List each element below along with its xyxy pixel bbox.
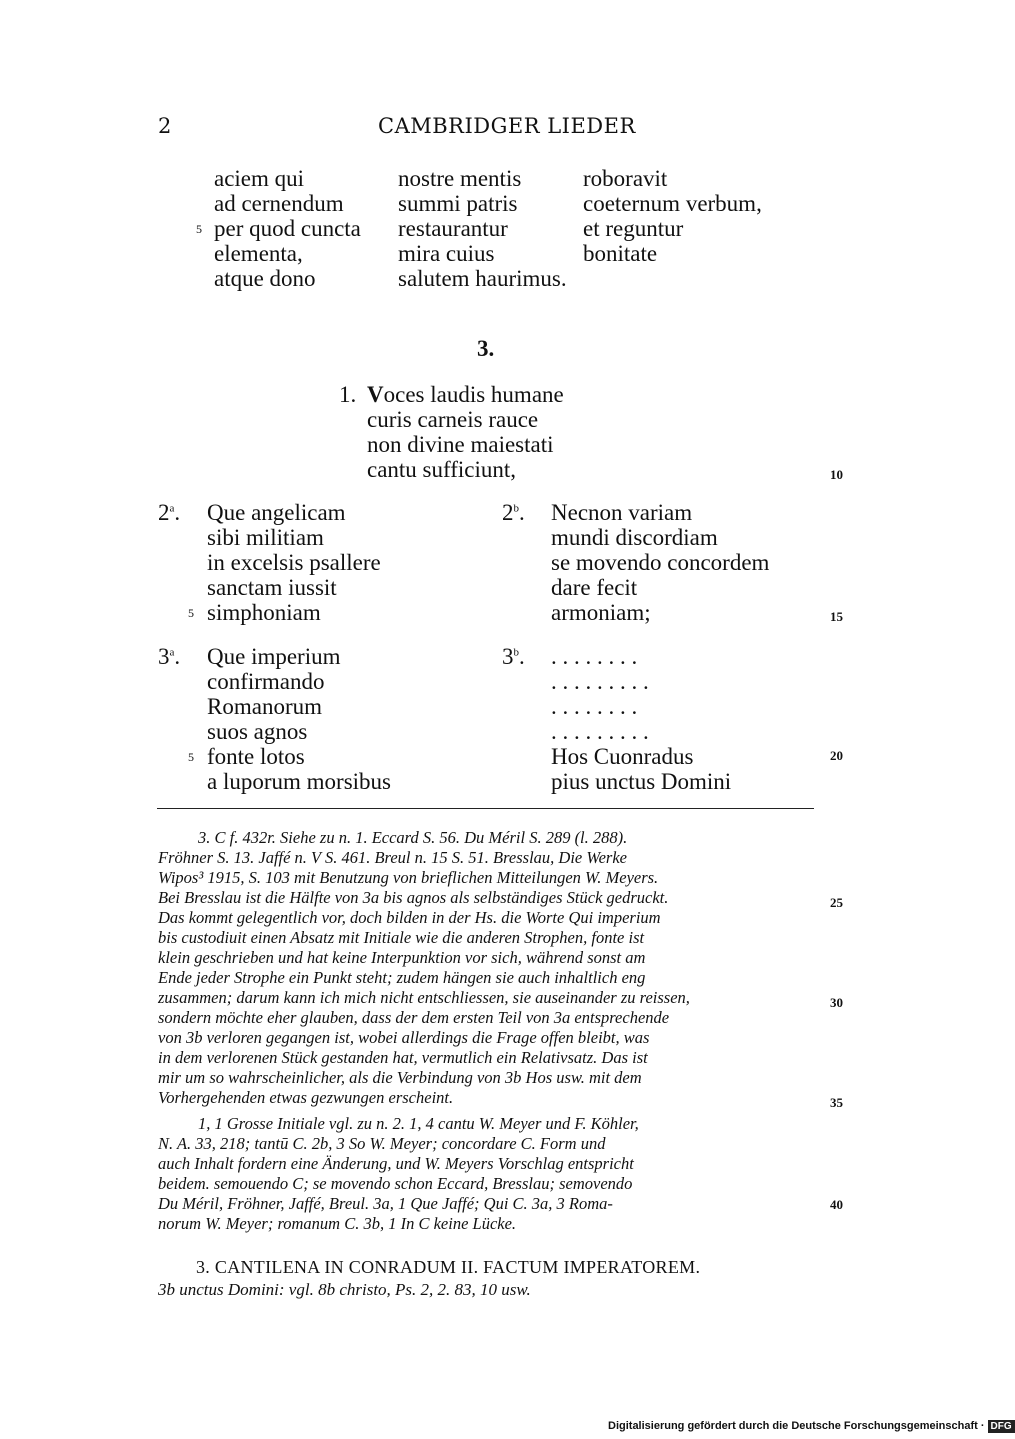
note-line: sondern möchte eher glauben, dass der dem ersten Teil von 3a entsprechende [158, 1008, 670, 1027]
note-line: mir um so wahrscheinlicher, als die Verbindung von 3b Hos usw. mit dem [158, 1068, 642, 1087]
verse-line: fonte lotos [207, 744, 305, 769]
apparatus-para-2 [158, 1114, 818, 1234]
verse-line: aciem qui [214, 166, 305, 191]
note-line: 1, 1 Grosse Initiale vgl. zu n. 2. 1, 4 cantu W. Meyer und F. Köhler, [198, 1114, 639, 1133]
note-line: beidem. semouendo C; se movendo schon Eccard, Bresslau; semovendo [158, 1174, 633, 1193]
stanza-label-1: 1. [339, 382, 357, 407]
running-title: CAMBRIDGER LIEDER [378, 114, 636, 138]
stanza-3b [551, 644, 731, 794]
verse-line: per quod cuncta [214, 216, 361, 241]
digitization-credit [608, 1420, 1015, 1433]
verse-line: sibi militiam [207, 525, 324, 550]
verse-line: restaurantur [398, 216, 508, 241]
note-line: Bei Bresslau ist die Hälfte von 3a bis agnos als selbständiges Stück gedruckt. [158, 888, 669, 907]
note-line: norum W. Meyer; romanum C. 3b, 1 In C keine Lücke. [158, 1214, 517, 1233]
verse-line: cantu sufficiunt, [367, 457, 517, 482]
verse-line: pius unctus Domini [551, 769, 732, 794]
note-line: bis custodiuit einen Absatz mit Initiale wie die anderen Strophen, fonte ist [158, 928, 645, 947]
stanza-3a [207, 644, 391, 794]
verse-line: atque dono [214, 266, 316, 291]
line-label: 5 [188, 606, 194, 620]
note-line: in dem verlorenen Stück gestanden hat, vermutlich ein Relativsatz. Das ist [158, 1048, 648, 1067]
verse-line: simphoniam [207, 600, 321, 625]
verse-line: Romanorum [207, 694, 322, 719]
stanza-2b [551, 500, 769, 625]
stanza-label-3a: 3$^a$. [158, 644, 181, 669]
note-line: klein geschrieben und hat keine Interpunktion vor sich, während sonst am [158, 948, 646, 967]
stanza-label-2b: 2$^b$. [502, 500, 525, 525]
verse-line: roboravit [583, 166, 668, 191]
note-line: von 3b verloren gegangen ist, wobei allerdings die Frage offen bleibt, was [158, 1028, 650, 1047]
note-line: Das kommt gelegentlich vor, doch bilden in der Hs. die Worte Qui imperium [158, 908, 661, 927]
lacuna-dots: . . . . . . . . . [551, 669, 649, 694]
verse-line: et reguntur [583, 216, 684, 241]
verse-line: confirmando [207, 669, 325, 694]
margin-line-number: 35 [830, 1095, 843, 1110]
poem2-col2 [398, 166, 567, 291]
stanza-2a [207, 500, 381, 625]
verse-line: mundi discordiam [551, 525, 718, 550]
margin-line-number: 25 [830, 895, 843, 910]
verse-line: elementa, [214, 241, 303, 266]
verse-line: Hos Cuonradus [551, 744, 694, 769]
stanza-label-2a: 2$^a$. [158, 500, 181, 525]
line-label: 5 [188, 750, 194, 764]
dfg-logo: DFG [988, 1420, 1015, 1433]
note-line: zusammen; darum kann ich mich nicht entschliessen, sie auseinander zu reissen, [158, 988, 690, 1007]
initial-letter: V [367, 382, 384, 407]
margin-line-number: 15 [830, 609, 843, 624]
verse-line: ad cernendum [214, 191, 344, 216]
verse-line: Voces laudis humane [367, 382, 564, 407]
verse-line: a luporum morsibus [207, 769, 391, 794]
note-line: Du Méril, Fröhner, Jaffé, Breul. 3a, 1 Que Jaffé; Qui C. 3a, 3 Roma- [158, 1194, 613, 1213]
poem2-col1 [214, 166, 361, 291]
margin-line-number: 30 [830, 995, 843, 1010]
poem-number: 3. [477, 336, 495, 361]
line-label: 5 [196, 222, 202, 236]
stanza-label-3b: 3$^b$. [502, 644, 525, 669]
margin-line-number: 20 [830, 748, 843, 763]
margin-line-number: 10 [830, 467, 843, 482]
note-line: auch Inhalt fordern eine Änderung, und W. Meyers Vorschlag entspricht [158, 1154, 634, 1173]
note-line: Vorhergehenden etwas gezwungen erscheint. [158, 1088, 454, 1107]
stanza-1 [367, 382, 564, 482]
verse-line: suos agnos [207, 719, 308, 744]
note-line: N. A. 33, 218; tantū C. 2b, 3 So W. Meyer; concordare C. Form und [158, 1134, 606, 1153]
page-number: 2 [158, 114, 172, 138]
note-line: Wipos³ 1915, S. 103 mit Benutzung von brieflichen Mitteilungen W. Meyers. [158, 868, 659, 887]
commentary-line: 3b unctus Domini: vgl. 8b christo, Ps. 2, 2. 83, 10 usw. [158, 1280, 531, 1299]
verse-line: coeternum verbum, [583, 191, 762, 216]
verse-line: Que angelicam [207, 500, 346, 525]
verse-line: Necnon variam [551, 500, 693, 525]
commentary-title: 3. CANTILENA IN CONRADUM II. FACTUM IMPERATOREM. [196, 1257, 701, 1277]
note-line: 3. C f. 432r. Siehe zu n. 1. Eccard S. 56. Du Méril S. 289 (l. 288). [198, 828, 628, 847]
verse-line: bonitate [583, 241, 658, 266]
lacuna-dots: . . . . . . . . . [551, 719, 649, 744]
margin-line-number: 40 [830, 1197, 843, 1212]
verse-line: dare fecit [551, 575, 638, 600]
verse-line: salutem haurimus. [398, 266, 567, 291]
verse-line: armoniam; [551, 600, 651, 625]
credit-text: Digitalisierung gefördert durch die Deutsche Forschungsgemeinschaft · [608, 1420, 985, 1432]
verse-line: nostre mentis [398, 166, 522, 191]
note-line: Fröhner S. 13. Jaffé n. V S. 461. Breul n. 15 S. 51. Bresslau, Die Werke [158, 848, 627, 867]
note-line: Ende jeder Strophe ein Punkt steht; zudem hängen sie auch inhaltlich eng [158, 968, 646, 987]
lacuna-dots: . . . . . . . . [551, 694, 638, 719]
apparatus-para-1 [158, 828, 818, 1108]
verse-line: curis carneis rauce [367, 407, 539, 432]
poem2-col3 [583, 166, 762, 266]
verse-line: se movendo concordem [551, 550, 770, 575]
verse-line: in excelsis psallere [207, 550, 381, 575]
verse-line: sanctam iussit [207, 575, 337, 600]
verse-line: Que imperium [207, 644, 341, 669]
verse-line: mira cuius [398, 241, 495, 266]
verse-line: summi patris [398, 191, 518, 216]
lacuna-dots: . . . . . . . . [551, 644, 638, 669]
verse-line: non divine maiestati [367, 432, 554, 457]
footnote-rule [157, 808, 814, 809]
